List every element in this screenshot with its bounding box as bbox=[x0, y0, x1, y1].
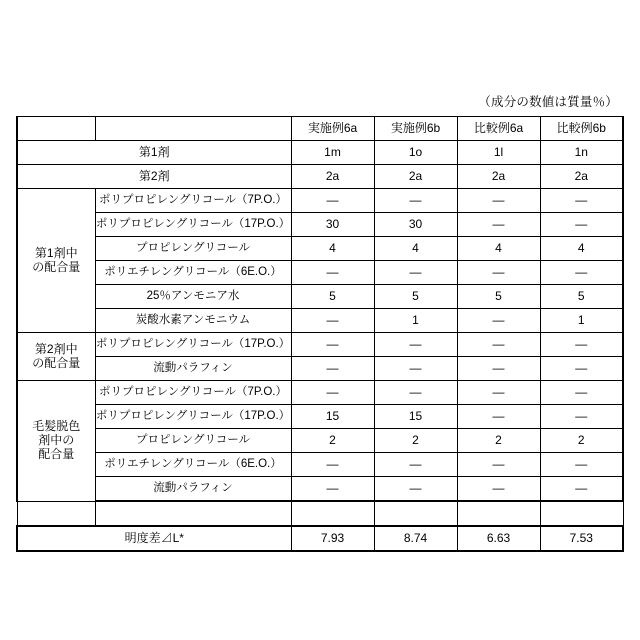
row-label-agent1: 第1剤 bbox=[17, 141, 291, 165]
spacer-cell bbox=[457, 501, 540, 526]
table-row bbox=[17, 429, 623, 453]
cell-value: 5 bbox=[291, 285, 374, 309]
composition-table bbox=[16, 116, 624, 552]
cell-value: — bbox=[457, 213, 540, 237]
item-label: ポリプロピレングリコール（17P.O.） bbox=[95, 213, 291, 237]
header-empty-item bbox=[95, 117, 291, 141]
header-col-3: 比較例6a bbox=[457, 117, 540, 141]
table-row bbox=[17, 357, 623, 381]
cell-value: — bbox=[457, 309, 540, 333]
cell-value: — bbox=[291, 381, 374, 405]
cell-value: 1n bbox=[540, 141, 623, 165]
cell-value: 4 bbox=[291, 237, 374, 261]
spacer-cell bbox=[540, 501, 623, 526]
cell-value: — bbox=[540, 189, 623, 213]
item-label: プロピレングリコール bbox=[95, 237, 291, 261]
group-label-line1: 第2剤中 bbox=[34, 341, 78, 356]
cell-value: 1l bbox=[457, 141, 540, 165]
item-label: 流動パラフィン bbox=[95, 357, 291, 381]
cell-value: 1 bbox=[540, 309, 623, 333]
table-row bbox=[17, 285, 623, 309]
item-label: ポリプロピレングリコール（7P.O.） bbox=[95, 189, 291, 213]
table-row bbox=[17, 477, 623, 502]
cell-value: — bbox=[291, 477, 374, 502]
cell-value: — bbox=[457, 333, 540, 357]
table-row bbox=[17, 261, 623, 285]
cell-value: — bbox=[457, 477, 540, 502]
cell-value: — bbox=[374, 453, 457, 477]
item-label: ポリエチレングリコール（6E.O.） bbox=[95, 453, 291, 477]
cell-value: — bbox=[457, 405, 540, 429]
cell-value: 4 bbox=[457, 237, 540, 261]
cell-value: 2a bbox=[291, 165, 374, 189]
cell-value: — bbox=[540, 453, 623, 477]
spacer-cell bbox=[17, 501, 95, 526]
group-label-line1: 毛髪脱色 bbox=[32, 419, 81, 434]
cell-value: 8.74 bbox=[374, 526, 457, 551]
cell-value: 2a bbox=[540, 165, 623, 189]
table-note: （成分の数値は質量％） bbox=[478, 95, 618, 109]
item-label: ポリエチレングリコール（6E.O.） bbox=[95, 261, 291, 285]
cell-value: — bbox=[374, 189, 457, 213]
table-row bbox=[17, 405, 623, 429]
header-col-4: 比較例6b bbox=[540, 117, 623, 141]
header-empty-group bbox=[17, 117, 95, 141]
cell-value: 7.93 bbox=[291, 526, 374, 551]
cell-value: — bbox=[291, 453, 374, 477]
table-row bbox=[17, 141, 623, 165]
header-col-2: 実施例6b bbox=[374, 117, 457, 141]
cell-value: — bbox=[291, 189, 374, 213]
table-header-row bbox=[17, 117, 623, 141]
cell-value: — bbox=[540, 333, 623, 357]
cell-value: 2a bbox=[457, 165, 540, 189]
item-label: ポリプロピレングリコール（17P.O.） bbox=[95, 333, 291, 357]
table-spacer-row bbox=[17, 501, 623, 526]
cell-value: 6.63 bbox=[457, 526, 540, 551]
group-label-line3: 配合量 bbox=[38, 446, 75, 461]
item-label: 炭酸水素アンモニウム bbox=[95, 309, 291, 333]
cell-value: 4 bbox=[540, 237, 623, 261]
cell-value: 5 bbox=[540, 285, 623, 309]
cell-value: — bbox=[291, 333, 374, 357]
spacer-cell bbox=[95, 501, 291, 526]
spacer-cell bbox=[291, 501, 374, 526]
item-label: ポリプロピレングリコール（17P.O.） bbox=[95, 405, 291, 429]
table-row bbox=[17, 213, 623, 237]
cell-value: — bbox=[457, 189, 540, 213]
cell-value: 2 bbox=[540, 429, 623, 453]
table-row bbox=[17, 453, 623, 477]
table-row bbox=[17, 189, 623, 213]
spacer-cell bbox=[374, 501, 457, 526]
table-row bbox=[17, 333, 623, 357]
cell-value: 30 bbox=[374, 213, 457, 237]
row-label-lightness-diff: 明度差⊿L* bbox=[17, 526, 291, 551]
cell-value: 15 bbox=[374, 405, 457, 429]
cell-value: — bbox=[374, 381, 457, 405]
cell-value: — bbox=[540, 381, 623, 405]
cell-value: — bbox=[457, 261, 540, 285]
cell-value: 5 bbox=[374, 285, 457, 309]
group-label-bleach-content bbox=[17, 381, 95, 502]
table-row bbox=[17, 309, 623, 333]
cell-value: — bbox=[540, 213, 623, 237]
cell-value: 2 bbox=[291, 429, 374, 453]
cell-value: — bbox=[457, 453, 540, 477]
cell-value: 2a bbox=[374, 165, 457, 189]
row-label-agent2: 第2剤 bbox=[17, 165, 291, 189]
item-label: 流動パラフィン bbox=[95, 477, 291, 502]
group-label-line1: 第1剤中 bbox=[34, 245, 78, 260]
item-label: プロピレングリコール bbox=[95, 429, 291, 453]
cell-value: 1m bbox=[291, 141, 374, 165]
cell-value: — bbox=[374, 357, 457, 381]
cell-value: 30 bbox=[291, 213, 374, 237]
group-label-agent2-content bbox=[17, 333, 95, 381]
table-row bbox=[17, 237, 623, 261]
cell-value: 2 bbox=[374, 429, 457, 453]
cell-value: — bbox=[374, 333, 457, 357]
cell-value: 7.53 bbox=[540, 526, 623, 551]
cell-value: — bbox=[540, 261, 623, 285]
cell-value: 1 bbox=[374, 309, 457, 333]
cell-value: — bbox=[374, 477, 457, 502]
group-label-line2: の配合量 bbox=[32, 259, 81, 274]
cell-value: — bbox=[540, 357, 623, 381]
cell-value: 15 bbox=[291, 405, 374, 429]
cell-value: 4 bbox=[374, 237, 457, 261]
cell-value: — bbox=[291, 309, 374, 333]
item-label: ポリプロピレングリコール（7P.O.） bbox=[95, 381, 291, 405]
cell-value: 2 bbox=[457, 429, 540, 453]
table-row bbox=[17, 381, 623, 405]
cell-value: — bbox=[457, 357, 540, 381]
group-label-line2: 剤中の bbox=[38, 432, 75, 447]
group-label-line2: の配合量 bbox=[32, 355, 81, 370]
cell-value: 1o bbox=[374, 141, 457, 165]
cell-value: — bbox=[374, 261, 457, 285]
cell-value: — bbox=[540, 405, 623, 429]
cell-value: — bbox=[540, 477, 623, 502]
item-label: 25％アンモニア水 bbox=[95, 285, 291, 309]
group-label-agent1-content bbox=[17, 189, 95, 333]
cell-value: — bbox=[457, 381, 540, 405]
cell-value: — bbox=[291, 357, 374, 381]
table-row bbox=[17, 526, 623, 551]
header-col-1: 実施例6a bbox=[291, 117, 374, 141]
cell-value: 5 bbox=[457, 285, 540, 309]
cell-value: — bbox=[291, 261, 374, 285]
table-row bbox=[17, 165, 623, 189]
